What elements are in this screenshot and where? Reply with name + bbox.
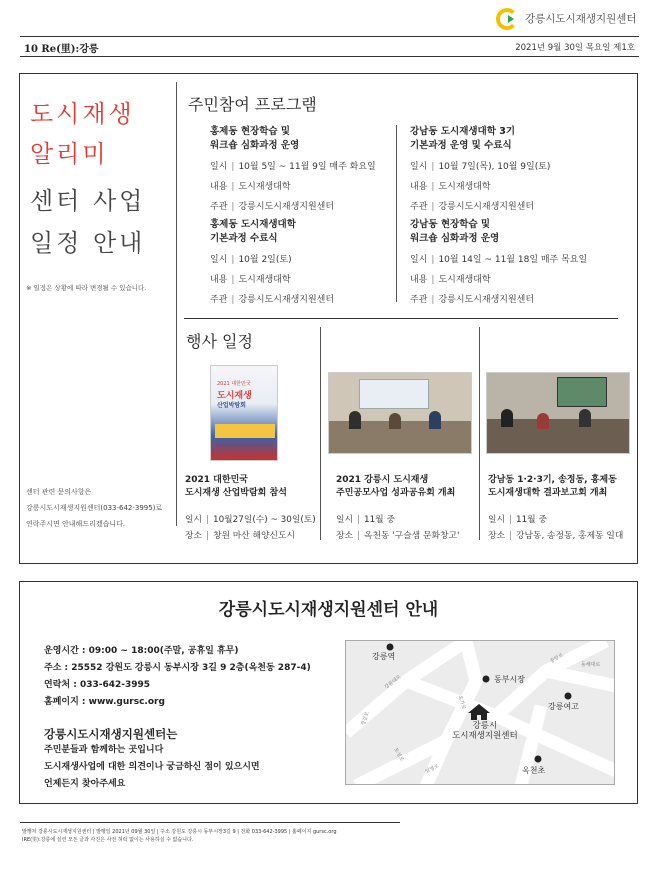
program-item <box>210 125 390 212</box>
guide-phone: 연락처 : 033-642-3995 <box>44 680 151 690</box>
map-label-center-line: 도시재생지원센터 <box>452 731 518 741</box>
program-date: 일시 | 10월 2일(토) <box>210 255 292 265</box>
header-rule-bottom <box>20 56 639 57</box>
event-place: 장소 | 창원 마산 해양신도시 <box>185 531 296 541</box>
logo-icon <box>496 8 518 30</box>
schedule-notice: ※ 일정은 상황에 따라 변경될 수 있습니다. <box>26 284 147 292</box>
header-rule <box>20 36 639 37</box>
poster-line: 도시재생 <box>217 391 252 401</box>
program-title: 워크숍 심화과정 운영 <box>210 140 300 151</box>
event-item <box>185 474 319 541</box>
issue-date: 2021년 9월 30일 목요일 제1호 <box>515 43 635 53</box>
street-label: 강릉대로 <box>383 673 403 691</box>
center-line: 언제든지 찾아주세요 <box>44 779 126 789</box>
program-title: 홍제동 도시재생대학 <box>210 219 296 230</box>
poster-banner <box>215 424 275 438</box>
contact-line: 센터 관련 문의사항은 <box>26 488 92 496</box>
expo-poster-image <box>210 365 278 461</box>
program-item <box>410 125 625 212</box>
program-host: 주관 | 강릉시도시재생지원센터 <box>410 295 535 305</box>
market-marker-icon <box>483 676 490 683</box>
program-title: 기본과정 수료식 <box>210 233 278 244</box>
map-roads <box>346 641 615 785</box>
program-content: 내용 | 도시재생대학 <box>410 182 491 192</box>
map-label-market: 동부시장 <box>494 675 525 684</box>
poster-line: 산업박람회 <box>217 402 246 409</box>
guide-homepage: 홈페이지 : www.gursc.org <box>44 697 165 707</box>
guide-address: 주소 : 25552 강원도 강릉시 동부시장 3길 9 2층(옥천동 287-4) <box>44 663 311 673</box>
page-label: 10 Re(里):강릉 <box>24 44 99 55</box>
map-label-girls-school: 강릉여고 <box>548 702 579 711</box>
program-date: 일시 | 10월 14일 ~ 11월 18일 매주 목요일 <box>410 255 588 265</box>
contact-line: 강릉시도시재생지원센터(033-642-3995)로 <box>26 504 163 512</box>
program-title: 강남동 현장학습 및 <box>410 219 491 230</box>
event-date: 일시 | 11월 중 <box>488 515 547 525</box>
program-title: 워크숍 심화과정 운영 <box>410 233 500 244</box>
program-content: 내용 | 도시재생대학 <box>410 275 491 285</box>
event-place: 장소 | 강남동, 송정동, 홍제동 일대 <box>488 531 624 541</box>
street-label: 옥가로 <box>456 694 467 711</box>
school-marker-icon <box>565 693 572 700</box>
event-item <box>336 474 474 541</box>
event-title: 강남동 1·2·3기, 송정동, 홍제동 <box>488 475 617 485</box>
event-divider <box>320 327 321 540</box>
footer-copyright: IRE(里):강릉에 실린 모든 글과 사진은 사전 허락 없이는 사용하실 수 없습니다. <box>22 837 194 843</box>
program-divider <box>396 125 397 302</box>
section-rule <box>184 318 618 319</box>
map-label-center <box>452 721 518 741</box>
program-title: 강남동 도시재생대학 3기 <box>410 126 515 137</box>
center-line: 주민분들과 함께하는 곳입니다 <box>44 745 164 755</box>
title-thin-1: 센터 사업 <box>30 187 146 215</box>
map-label-station: 강릉역 <box>372 652 396 661</box>
map-label-center-line: 강릉시 <box>472 721 498 731</box>
event-title: 도시재생대학 결과보고회 개최 <box>488 488 608 498</box>
event-divider <box>479 327 480 540</box>
street-label: 중앙로 <box>549 652 565 665</box>
okcheon-marker-icon <box>535 756 542 763</box>
event-photo-meeting <box>328 372 472 454</box>
poster-line: 2021 대한민국 <box>217 381 251 387</box>
event-date: 일시 | 10월27일(수) ~ 30일(토) <box>185 515 316 525</box>
street-label: 임영로 <box>424 763 440 775</box>
program-content: 내용 | 도시재생대학 <box>210 182 291 192</box>
program-date: 일시 | 10월 5일 ~ 11월 9일 매주 화요일 <box>210 162 376 172</box>
title-red-1: 도시재생 <box>30 100 135 128</box>
event-title: 2021 강릉시 도시재생 <box>336 475 429 485</box>
map-label-okcheon: 옥천초 <box>522 766 546 775</box>
program-title: 홍제동 현장학습 및 <box>210 126 291 137</box>
event-title: 2021 대한민국 <box>185 475 248 485</box>
contact-note <box>26 484 186 532</box>
program-host: 주관 | 강릉시도시재생지원센터 <box>410 202 535 212</box>
org-name: 강릉시도시재생지원센터 <box>525 13 637 25</box>
event-item <box>488 474 633 541</box>
location-map[interactable] <box>345 640 615 785</box>
center-line: 도시재생사업에 대한 의견이나 궁금하신 점이 있으시면 <box>44 762 260 772</box>
station-marker-icon <box>387 644 394 651</box>
title-thin-2: 일정 안내 <box>30 229 146 257</box>
center-title: 강릉시도시재생지원센터는 <box>44 727 178 741</box>
program-host: 주관 | 강릉시도시재생지원센터 <box>210 202 335 212</box>
events-title: 행사 일정 <box>186 332 253 351</box>
programs-title: 주민참여 프로그램 <box>188 95 317 114</box>
program-content: 내용 | 도시재생대학 <box>210 275 291 285</box>
center-description <box>44 742 260 793</box>
column-divider <box>176 82 177 526</box>
event-place: 장소 | 옥천동 '구슬샘 문화창고' <box>336 531 460 541</box>
title-red-2: 알리미 <box>30 140 109 168</box>
program-host: 주관 | 강릉시도시재생지원센터 <box>210 295 335 305</box>
street-label: 경강로 <box>360 711 371 727</box>
event-title: 도시재생 산업박람회 참석 <box>185 488 287 498</box>
logo-play-icon <box>508 15 514 23</box>
event-title: 주민공모사업 성과공유회 개최 <box>336 488 456 498</box>
event-date: 일시 | 11월 중 <box>336 515 395 525</box>
program-item <box>410 218 630 305</box>
contact-line: 연락주시면 안내해드리겠습니다. <box>26 520 126 528</box>
footer-publisher: 발행처 강릉시도시재생지원센터 | 발행일 2021년 09월 30일 | 주소 강원도 강릉시 동부시장3길 9 | 전화 033-642-3995 | 홈페이지 gursc.org <box>22 829 337 835</box>
event-photo-report <box>486 372 630 454</box>
street-label: 토성로 <box>392 747 405 763</box>
program-date: 일시 | 10월 7일(목), 10월 9일(토) <box>410 162 551 172</box>
street-label: 동해대로 <box>581 662 601 668</box>
program-item <box>210 218 390 305</box>
program-title: 기본과정 운영 및 수료식 <box>410 140 512 151</box>
guide-hours: 운영시간 : 09:00 ~ 18:00(주말, 공휴일 휴무) <box>44 646 239 656</box>
footer-rule <box>20 822 400 823</box>
guide-title: 강릉시도시재생지원센터 안내 <box>218 600 439 620</box>
